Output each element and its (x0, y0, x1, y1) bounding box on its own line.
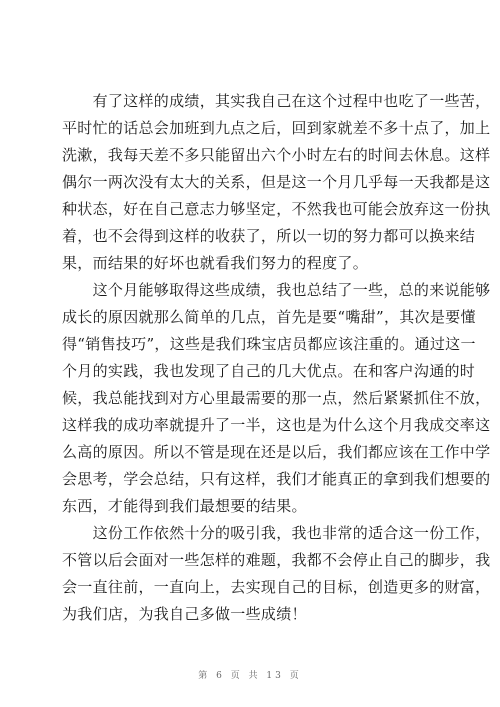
text-line: 会一直往前，一直向上，去实现自己的目标，创造更多的财富， (62, 578, 491, 596)
text-line: 种状态，好在自己意志力够坚定，不然我也可能会放弃这一份执 (62, 200, 491, 218)
text-line: 为我们店，为我自己多做一些成绩！ (62, 605, 307, 623)
text-line: 东西，才能得到我们最想要的结果。 (62, 497, 307, 515)
text-line: 这份工作依然十分的吸引我，我也非常的适合这一份工作， (62, 524, 491, 542)
text-line: 么高的原因。所以不管是现在还是以后，我们都应该在工作中学 (62, 443, 491, 461)
text-line: 偶尔一两次没有太大的关系，但是这一个月几乎每一天我都是这 (62, 173, 491, 191)
document-body (62, 88, 491, 628)
text-line: 不管以后会面对一些怎样的难题，我都不会停止自己的脚步，我 (62, 551, 491, 569)
paragraph-2 (62, 277, 491, 520)
text-line: 果，而结果的好坏也就看我们努力的程度了。 (62, 254, 369, 272)
text-line: 有了这样的成绩，其实我自己在这个过程中也吃了一些苦， (62, 92, 491, 110)
text-line: 得“销售技巧”，这些是我们珠宝店员都应该注重的。通过这一 (62, 335, 476, 353)
text-line: 个月的实践，我也发现了自己的几大优点。在和客户沟通的时 (62, 362, 476, 380)
text-line: 着，也不会得到这样的收获了，所以一切的努力都可以换来结 (62, 227, 476, 245)
paragraph-3 (62, 520, 491, 628)
text-line: 这样我的成功率就提升了一半，这也是为什么这个月我成交率这 (62, 416, 491, 434)
text-line: 这个月能够取得这些成绩，我也总结了一些，总的来说能够 (62, 281, 491, 299)
paragraph-1 (62, 88, 491, 277)
text-line: 平时忙的话总会加班到九点之后，回到家就差不多十点了，加上 (62, 119, 491, 137)
text-line: 会思考，学会总结，只有这样，我们才能真正的拿到我们想要的 (62, 470, 491, 488)
text-line: 成长的原因就那么简单的几点，首先是要“嘴甜”，其次是要懂 (62, 308, 476, 326)
text-line: 洗漱，我每天差不多只能留出六个小时左右的时间去休息。这样 (62, 146, 491, 164)
page-number-footer: 第 6 页 共 13 页 (198, 671, 302, 681)
text-line: 候，我总能找到对方心里最需要的那一点，然后紧紧抓住不放， (62, 389, 491, 407)
